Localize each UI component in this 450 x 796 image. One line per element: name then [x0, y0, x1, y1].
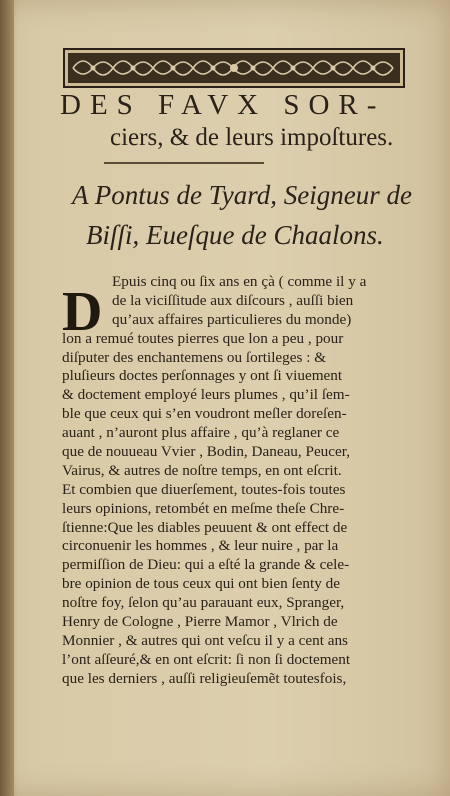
ornamental-headpiece — [63, 48, 405, 88]
title-rule — [104, 162, 264, 164]
body-line: Epuis cinq ou ſix ans en çà ( comme il y a — [112, 273, 367, 290]
body-line: circonuenir les hommes , & leur nuire , par la — [62, 537, 339, 555]
body-line: Monnier , & autres qui ont veſcu il y a cent ans — [62, 631, 348, 649]
body-line: bre opinion de tous ceux qui ont bien ſenty de — [62, 575, 340, 593]
body-line: que de nouueau Vvier , Bodin, Daneau, Peucer, — [62, 443, 351, 461]
body-line: & doctement employé leurs plumes , qu’il ſem- — [62, 386, 350, 404]
body-line: que les derniers , auſſi religieuſemẽt toutesfois, — [62, 669, 347, 687]
chapter-title-line1: DES FAVX SOR- — [60, 89, 386, 121]
chapter-title-line2: ciers, & de leurs impoſtures. — [110, 124, 394, 151]
body-line: ſtienne:Que les diables peuuent & ont effect de — [62, 518, 348, 536]
body-line: noſtre foy, ſelon qu’au parauant eux, Spranger, — [62, 594, 345, 612]
body-line: lon a remué toutes pierres que lon a peu , pour — [62, 329, 344, 347]
body-line: ble que ceux qui s’en voudront meſler doreſen- — [62, 405, 347, 423]
body-line: qu’aux affaires particulieres du monde) — [112, 310, 352, 328]
dedication — [72, 175, 412, 255]
body-line: diſputer des enchantemens ou ſortileges : & — [62, 348, 327, 366]
body-line: leurs opinions, retombét en meſme theſe Chre- — [62, 499, 345, 517]
page-binding-shadow — [0, 0, 14, 796]
body-line: auant , n’auront plus affaire , qu’à reglaner ce — [62, 424, 340, 442]
body-line: pluſieurs doctes perſonnages y ont ſi viuement — [62, 367, 343, 385]
drop-cap: D — [62, 281, 103, 343]
body-line: Vairus, & autres de noſtre temps, en ont eſcrit. — [62, 461, 342, 479]
body-line: Henry de Cologne , Pierre Mamor , Vlrich de — [62, 613, 338, 631]
dedication-line1: A Pontus de Tyard, Seigneur de — [72, 180, 412, 210]
body-line: permiſſion de Dieu: qui a eſté la grande & cele- — [62, 556, 350, 574]
body-text — [62, 273, 410, 689]
body-line: l’ont aſſeuré,& en ont eſcrit: ſi non ſi doctement — [62, 650, 351, 668]
body-line: de la viciſſitude aux diſcours , auſſi bien — [112, 291, 354, 309]
body-line: Et combien que diuerſement, toutes-fois toutes — [62, 480, 346, 498]
dedication-line2: Biſſi, Eueſque de Chaalons. — [86, 220, 384, 250]
